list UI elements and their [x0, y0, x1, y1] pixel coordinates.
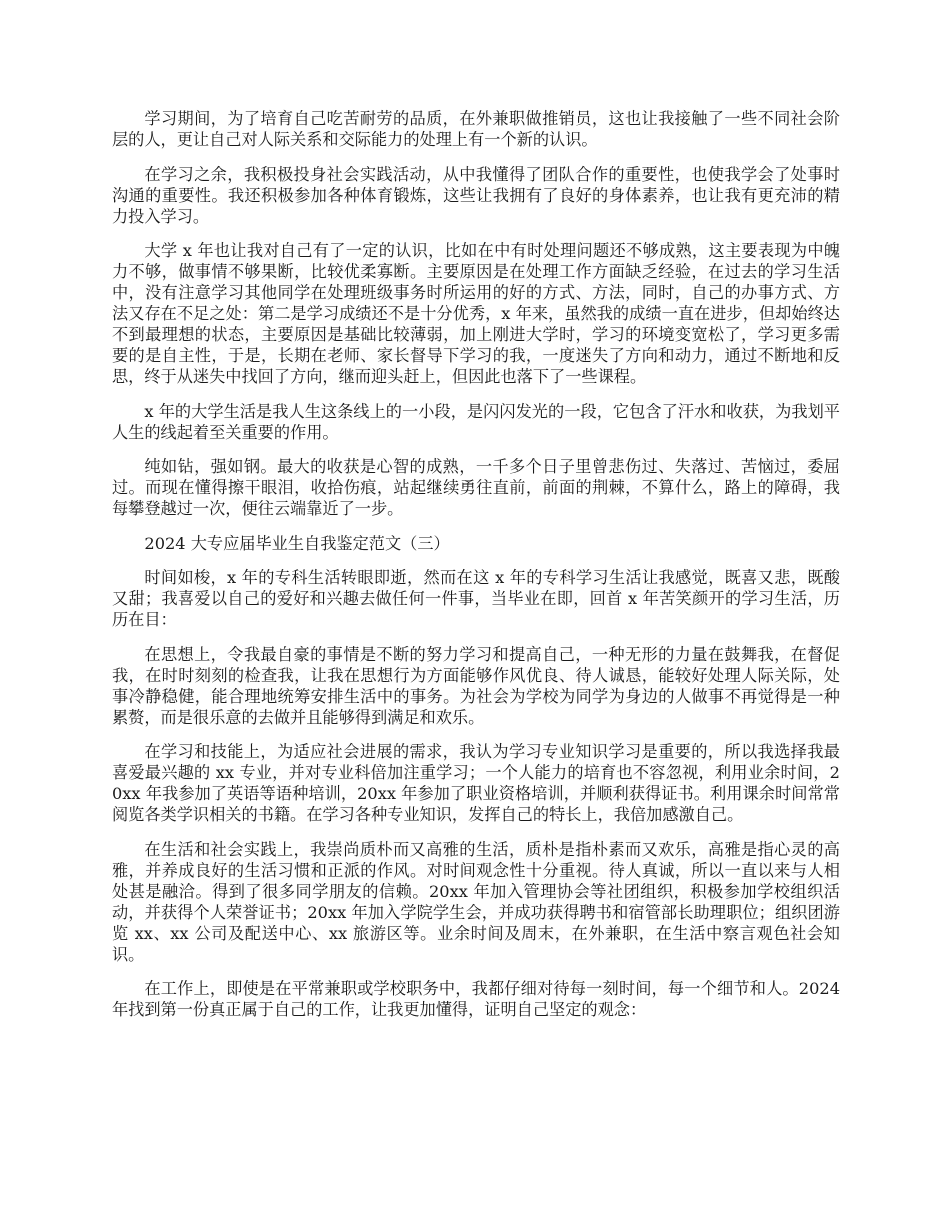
paragraph-growth: 纯如钻，强如钢。最大的收获是心智的成熟，一千多个日子里曾悲伤过、失落过、苦恼过，委屈过。而现在懂得擦干眼泪，收拾伤痕，站起继续勇往直前，前面的荆棘，不算什么，路上的障碍，我每攀登越过一次，便往云端靠近了一步。	[112, 457, 840, 518]
paragraph-thought: 在思想上，令我最自豪的事情是不断的努力学习和提高自己，一种无形的力量在鼓舞我，在督促我，在时时刻刻的检查我，让我在思想行为方面能够作风优良、待人诚恳，能较好处理人际关际，处事冷静稳健，能合理地统筹安排生活中的事务。为社会为学校为同学为身边的人做事不再觉得是一种累赘，而是很乐意的去做并且能够得到满足和欢乐。	[112, 644, 840, 727]
paragraph-life-practice: 在生活和社会实践上，我崇尚质朴而又高雅的生活，质朴是指朴素而又欢乐，高雅是指心灵的高雅，并养成良好的生活习惯和正派的作风。对时间观念性十分重视。待人真诚，所以一直以来与人相处甚是融洽。得到了很多同学朋友的信赖。20xx 年加入管理协会等社团组织，积极参加学校组织活动，并获得个人荣誉证书；20xx 年加入学院学生会，并成功获得聘书和宿管部长助理职位；组织团游览 xx、xx 公司及配送中心、xx 旅游区等。业余时间及周末，在外兼职，在生活中察言观色社会知识。	[112, 839, 840, 964]
paragraph-social-practice: 在学习之余，我积极投身社会实践活动，从中我懂得了团队合作的重要性，也使我学会了处事时沟通的重要性。我还积极参加各种体育锻炼，这些让我拥有了良好的身体素养，也让我有更充沛的精力投入学习。	[112, 164, 840, 226]
paragraph-self-assessment: 大学 x 年也让我对自己有了一定的认识，比如在中有时处理问题还不够成熟，这主要表现为中魄力不够，做事情不够果断，比较优柔寡断。主要原因是在处理工作方面缺乏经验，在过去的学习生活中，没有注意学习其他同学在处理班级事务时所运用的好的方式、方法，同时，自己的办事方式、方法又存在不足之处：第二是学习成绩还不是十分优秀，x 年来，虽然我的成绩一直在进步，但却始终达不到最理想的状态，主要原因是基础比较薄弱，加上刚进大学时，学习的环境变宽松了，学习更多需要的是自主性，于是，长期在老师、家长督导下学习的我，一度迷失了方向和动力，通过不断地和反思，终于从迷失中找回了方向，继而迎头赶上，但因此也落下了一些课程。	[112, 241, 840, 386]
paragraph-university-life: x 年的大学生活是我人生这条线上的一小段，是闪闪发光的一段，它包含了汗水和收获，为我划平人生的线起着至关重要的作用。	[112, 401, 840, 442]
paragraph-part-time-work: 学习期间，为了培育自己吃苦耐劳的品质，在外兼职做推销员，这也让我接触了一些不同社会阶层的人，更让自己对人际关系和交际能力的处理上有一个新的认识。	[112, 109, 840, 149]
paragraph-study-skills: 在学习和技能上，为适应社会进展的需求，我认为学习专业知识学习是重要的，所以我选择我最喜爱最兴趣的 xx 专业，并对专业科倍加注重学习；一个人能力的培育也不容忽视，利用业余时间，20xx 年我参加了英语等语种培训，20xx 年参加了职业资格培训，并顺利获得证书。利用课余时间常常阅览各类学识相关的书籍。在学习各种专业知识，发挥自己的特长上，我倍加感激自己。	[112, 742, 840, 824]
paragraph-work: 在工作上，即使是在平常兼职或学校职务中，我都仔细对待每一刻时间，每一个细节和人。2024 年找到第一份真正属于自己的工作，让我更加懂得，证明自己坚定的观念：	[112, 979, 840, 1019]
document-body	[112, 108, 840, 1034]
section-heading: 2024 大专应届毕业生自我鉴定范文（三）	[144, 533, 450, 553]
paragraph-intro: 时间如梭，x 年的专科生活转眼即逝，然而在这 x 年的专科学习生活让我感觉，既喜又悲，既酸又甜；我喜爱以自己的爱好和兴趣去做任何一件事，当毕业在即，回首 x 年苦笑颜开的学习生活，历历在目：	[112, 568, 840, 629]
